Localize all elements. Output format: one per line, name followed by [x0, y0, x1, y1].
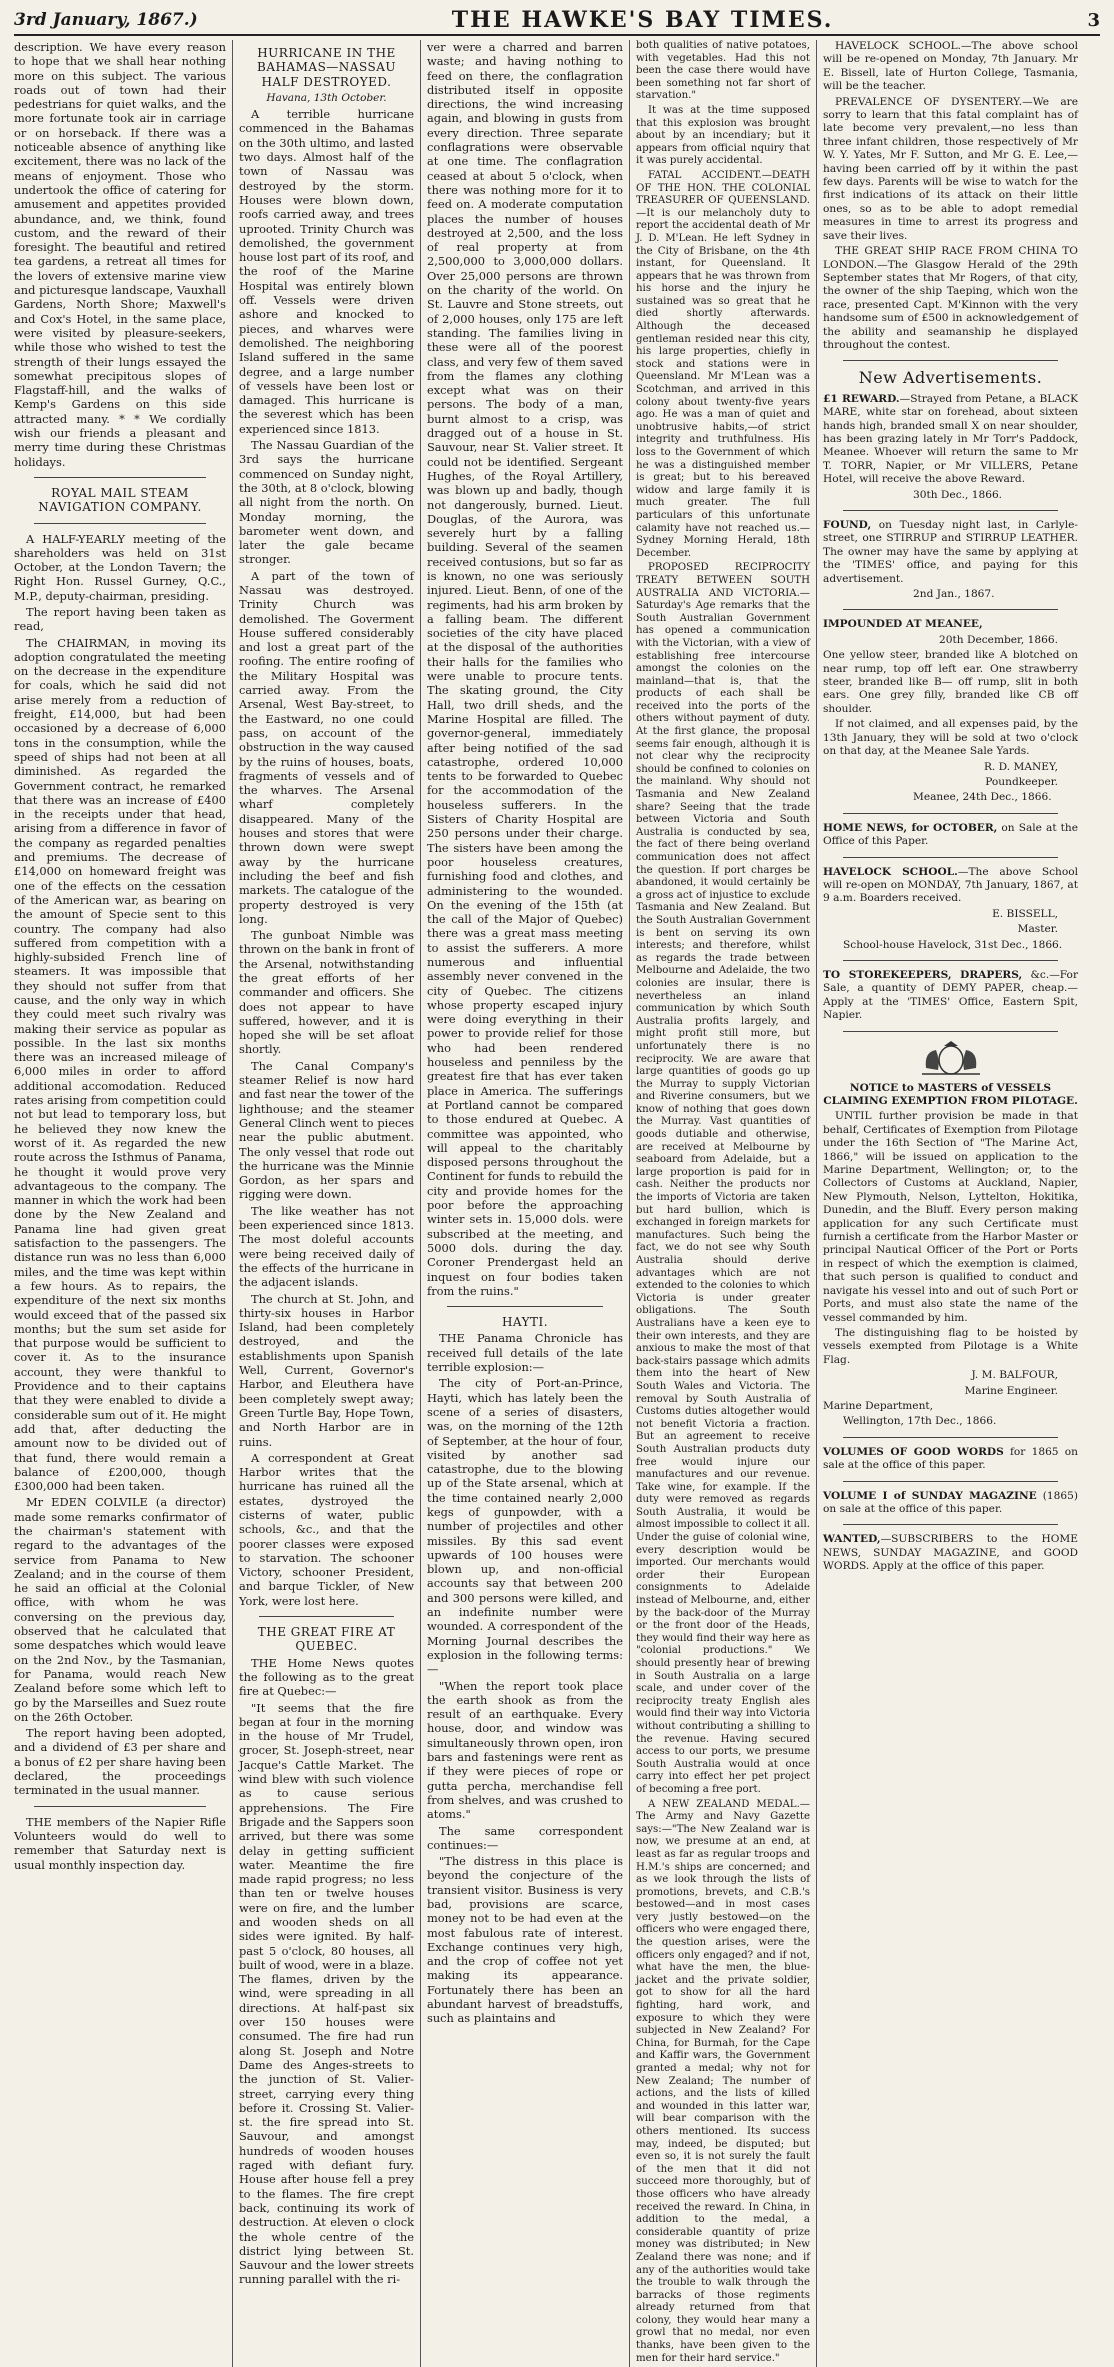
ad-body: —Strayed from Petane, a BLACK MARE, white star on forehead, about sixteen hands high, branded small X on near shoulder, has been grazing lately in Mr Torr's Paddock, Meanee. Whoever will return the same to Mr T. TORR, Napier, or Mr VILLERS, Petane Hotel, will receive the above Reward. — [823, 392, 1078, 486]
divider — [843, 360, 1058, 361]
article-paragraph: ver were a charred and barren waste; and having nothing to feed on there, the conflagration distributed itself in opposite directions, the wind increasing again, and blowing in gusts from every direction. Three separate conflagrations were observable at one time. The conflagration ceased at about 5 o'clock, when there was nothing more for it to feed on. A moderate computation places the number of houses destroyed at 2,500, and the loss of real property at from 2,500,000 to 3,000,000 dollars. Over 25,000 persons are thrown on the charity of the world. On St. Lauvre and Stone streets, out of 2,000 houses, only 175 are left standing. The families living in these were all of the poorest class, and very few of them saved from the flames any clothing except what was on their persons. The body of a man, burnt almost to a crisp, was dragged out of a house in St. Sauvour, near St. Valier street. It could not be identified. Sergeant Hughes, of the Royal Artillery, was blown up and badly, though not dangerously, burned. Lieut. Douglas, of the Aurora, was severely hurt by a falling building. Several of the seamen received contusions, but so far as is known, no one was seriously injured. Lieut. Benn, of one of the regiments, had his arm broken by a falling beam. The different societies of the city have placed at the disposal of the authorities their halls for the families who were unable to procure tents. The skating ground, the City Hall, two drill sheds, and the Marine Hospital are filled. The governor-general, immediately after being notified of the sad catastrophe, ordered 10,000 tents to be forwarded to Quebec for the accommodation of the houseless sufferers. In the Sisters of Charity Hospital are 250 persons under their charge. The sisters have been among the poor houseless creatures, furnishing food and clothes, and administering to the wounded. On the evening of the 15th (at the call of the Major of Quebec) there was a great mass meeting to assist the sufferers. A more numerous and influential assembly never convened in the city of Quebec. The citizens whose property escaped injury were doing everything in their power to provide relief for those who had been rendered houseless and penniless by the greatest fire that has ever taken place in America. The sufferings at Portland cannot be compared to those endured at Quebec. A committee was appointed, who will appeal to the charitably disposed persons throughout the Continent for funds to rebuild the city and provide homes for the poor before the approaching winter sets in. 15,000 dols. were subscribed at the meeting, and 5000 dols. during the day. Coroner Prendergast held an inquest on four bodies taken from the ruins." — [427, 40, 623, 1298]
advertisement-impounded — [823, 618, 1078, 804]
ad-lead: HAVELOCK SCHOOL. — [823, 865, 958, 878]
article-paragraph: FATAL ACCIDENT.—DEATH OF THE HON. THE COLONIAL TREASURER OF QUEENSLAND.—It is our melancholy duty to report the accidental death of Mr J. D. M'Lean. He left Sydney in the City of Brisbane, on the 4th instant, for Queensland. It appears that he was thrown from his horse and the injury he sustained was so great that he died shortly afterwards. Although the deceased gentleman resided near this city, his large properties, chiefly in stock and stations were in Queensland. Mr M'Lean was a Scotchman, and arrived in this colony about twenty-five years ago. He was a man of quiet and unobtrusive habits,—of strict integrity and truthfulness. His loss to the Government of which he was a distinguished member is great; but to his bereaved widow and large family it is much greater. The full particulars of this unfortunate calamity have not reached us.—Sydney Morning Herald, 18th December. — [636, 169, 810, 559]
ad-lead: VOLUME I of SUNDAY MAGAZINE — [823, 1489, 1037, 1502]
article-paragraph: A part of the town of Nassau was destroyed. Trinity Church was demolished. The Goverment House suffered considerably and lost a great part of the roofing. The entire roofing of the Military Hospital was carried away. From the Arsenal, West Bay-street, to the Eastward, no one could pass, on account of the obstruction in the way caused by the ruins of houses, boats, fragments of vessels and of the wharves. The Arsenal wharf completely disappeared. Many of the houses and stores that were thrown down were swept away by the hurricane including the beef and fish markets. The catalogue of the property destroyed is very long. — [239, 568, 414, 926]
article-paragraph: It was at the time supposed that this explosion was brought about by an incendiary; but it appears from official nquiry that it was purely accidental. — [636, 104, 810, 167]
divider — [843, 609, 1058, 610]
article-heading: ROYAL MAIL STEAM NAVIGATION COMPANY. — [38, 485, 202, 515]
advertisement-wanted — [823, 1533, 1078, 1573]
article-paragraph: The gunboat Nimble was thrown on the bank in front of the Arsenal, notwithstanding the great efforts of her commander and officers. She does not appear to have suffered, however, and it is hoped she will be set afloat shortly. — [239, 928, 414, 1057]
ad-body: on Tuesday night last, in Carlyle-street, one STIRRUP and STIRRUP LEATHER. The owner may have the same by applying at the 'TIMES' office, and paying for this advertisement. — [823, 519, 1078, 585]
article-paragraph: "The distress in this place is beyond the conjecture of the transient visitor. Business is very bad, provisions are scarce, money not to be had even at the most fabulous rate of interest. Exchange continues very high, and the crop of coffee not yet making its appearance. Fortunately there has been an abundant harvest of breadstuffs, such as plaintains and — [427, 1854, 623, 2026]
article-paragraph: The city of Port-an-Prince, Hayti, which has lately been the scene of a series of disasters, was, on the morning of the 12th of September, at the hour of four, visited by another sad catastrophe, due to the blowing up of the State arsenal, which at the time contained nearly 2,000 kegs of gunpowder, with a number of projectiles and other missiles. By this sad event upwards of 100 houses were blown up, and non-official accounts say that between 200 and 300 persons were killed, and an indefinite number were wounded. A correspondent of the Morning Journal describes the explosion in the following terms:— — [427, 1376, 623, 1677]
ad-lead: VOLUMES OF GOOD WORDS — [823, 1445, 1004, 1458]
ad-body: on Sale at the Office of this Paper. — [823, 821, 1078, 848]
ad-lead: WANTED, — [823, 1533, 881, 1546]
ad-body: for 1865 on sale at the office of this paper. — [823, 1445, 1078, 1472]
ad-date: 2nd Jan., 1867. — [913, 588, 995, 601]
advertisement-reward — [823, 393, 1078, 502]
article-paragraph: "It seems that the fire began at four in the morning in the house of Mr Trudel, grocer, St. Joseph-street, near Jacque's Cattle Market. The wind blew with such violence as to cause serious apprehensions. The Fire Brigade and the Sappers soon arrived, but there was some delay in getting sufficient water. Meantime the fire made rapid progress; no less than ten or twelve houses were on fire, and the lumber and wooden sheds on all sides were ignited. By half-past 5 o'clock, 80 houses, all built of wood, were in a blaze. The flames, driven by the wind, were spreading in all directions. At half-past six over 150 houses were consumed. The fire had run along St. Joseph and Notre Dame des Anges-streets to the junction of St. Valier-street, carrying every thing before it. Crossing St. Valier-st. the fire spread into St. Sauvour, and amongst hundreds of wooden houses raged with defiant fury. House after house fell a prey to the flames. The fire crept back, continuing its work of destruction. At eleven o clock the whole centre of the district lying between St. Sauvour and the lower streets running parallel with the ri- — [239, 1700, 414, 2287]
column-2 — [232, 40, 420, 2367]
dateline: Havana, 13th October. — [266, 91, 387, 104]
section-heading: New Advertisements. — [858, 368, 1043, 388]
divider — [259, 1616, 394, 1617]
article-heading: THE GREAT FIRE AT QUEBEC. — [257, 1625, 396, 1654]
advertisement-havelock-school — [823, 866, 1078, 952]
divider — [34, 523, 206, 524]
columns — [14, 40, 1100, 2364]
ad-signature: J. M. BALFOUR, — [971, 1369, 1058, 1382]
ad-role: Marine Engineer. — [964, 1384, 1058, 1397]
divider — [843, 1524, 1058, 1525]
divider — [843, 1031, 1058, 1032]
newspaper-title: THE HAWKE'S BAY TIMES. — [451, 7, 834, 33]
article-paragraph: A HALF-YEARLY meeting of the shareholders was held on 31st October, at the London Tavern; the Right Hon. Russel Gurney, Q.C., M.P., deputy-chairman, presiding. — [14, 531, 226, 603]
ad-date: Wellington, 17th Dec., 1866. — [843, 1415, 997, 1428]
article-paragraph: A terrible hurricane commenced in the Bahamas on the 30th ultimo, and lasted two days. Almost half of the town of Nassau was destroyed by the storm. Houses were blown down, roofs carried away, and trees uprooted. Trinity Church was demolished, the government house lost part of its roof, and the roof of the Marine Hospital was entirely blown off. Vessels were driven ashore and knocked to pieces, and wharves were demolished. The neighboring Island suffered in the same degree, and a large number of vessels have been lost or damaged. This hurricane is the severest which has been experienced since 1813. — [239, 107, 414, 436]
ad-body: &c.—For Sale, a quantity of DEMY PAPER, cheap.—Apply at the 'TIMES' Office, Eastern Spit, Napier. — [823, 968, 1079, 1022]
ad-body: The distinguishing flag to be hoisted by vessels exempted from Pilotage is a White Flag. — [823, 1326, 1078, 1366]
article-paragraph: "When the report took place the earth shook as from the result of an earthquake. Every house, door, and window was simultaneously thrown open, iron bars and fastenings were rent as if they were pieces of rope or gutta percha, merchandise fell from shelves, and was crushed to atoms." — [427, 1678, 623, 1822]
article-paragraph: A correspondent at Great Harbor writes that the hurricane has ruined all the estates, dystroyed the cisterns of water, public schools, &c., and that the poorer classes were exposed to starvation. The schooner Victory, schooner President, and barque Tickler, of New York, were lost here. — [239, 1450, 414, 1608]
article-paragraph: The Nassau Guardian of the 3rd says the hurricane commenced on Sunday night, the 30th, at 8 o'clock, blowing all night from the north. On Monday morning, the barometer went down, and later the gale became stronger. — [239, 438, 414, 567]
advertisement-home-news — [823, 822, 1078, 849]
ad-body: One yellow steer, branded like A blotched on near rump, top off left ear. One strawberry steer, branded like B— off rump, slit in both ears. One grey filly, branded like CB off shoulder. — [823, 649, 1078, 715]
issue-date: 3rd January, 1867.) — [14, 10, 198, 30]
article-paragraph: THE Panama Chronicle has received full details of the late terrible explosion:— — [427, 1331, 623, 1375]
ad-body: If not claimed, and all expenses paid, by the 13th January, they will be sold at two o'clock on that day, at the Meanee Sale Yards. — [823, 718, 1078, 758]
advertisement-good-words — [823, 1446, 1078, 1473]
ad-body: —The above School will re-open on MONDAY, 7th January, 1867, at 9 a.m. Boarders received. — [823, 865, 1078, 905]
advertisement-found — [823, 519, 1078, 601]
article-paragraph: The report having been taken as read, — [14, 604, 226, 634]
divider — [843, 1481, 1058, 1482]
article-paragraph: description. We have every reason to hope that we shall hear nothing more on this subject. The various roads out of town had their pedestrians for quiet walks, and the more fortunate took air in carriage or on horseback. If there was a noticeable absence of anything like excitement, there was no lack of the means of enjoyment. Those who undertook the office of catering for amusement and appetites provided abundance, and, we think, found custom, and the reward of their foresight. The beautiful and retired tea gardens, a retreat all times for the lovers of extensive marine view and picturesque landscape, Vauxhall Gardens, North Shore; Maxwell's and Cox's Hotel, in the same place, were visited by pleasure-seekers, while those who wished to test the strength of their lungs essayed the somewhat precipitous slopes of Flagstaff-hill, and the walks of Kemp's Gardens on this side attracted many. * * We cordially wish our friends a pleasant and merry time during these Christmas holidays. — [14, 40, 226, 469]
article-heading: HAYTI. — [501, 1315, 549, 1330]
ad-date: Meanee, 24th Dec., 1866. — [913, 791, 1052, 804]
divider — [843, 960, 1058, 961]
ad-department: Marine Department, — [823, 1399, 934, 1412]
article-paragraph: The church at St. John, and thirty-six houses in Harbor Island, had been completely destroyed, and the establishments upon Spanish Well, Current, Governor's Harbor, and Eleuthera have been completely swept away; Green Turtle Bay, Hope Town, and North Harbor are in ruins. — [239, 1291, 414, 1449]
divider — [34, 477, 206, 478]
divider — [447, 1306, 603, 1307]
column-5 — [816, 40, 1084, 2367]
article-paragraph: PROPOSED RECIPROCITY TREATY BETWEEN SOUTH AUSTRALIA AND VICTORIA.—Saturday's Age remarks that the South Australian Government has opened a communication with the Victorian, with a view of establishing free intercourse amongst the colonies on the mainland—that is, that the products of each shall be received into the ports of the others without payment of duty. At the first glance, the proposal seems fair enough, although it is not clear why the reciprocity should be confined to colonies on the mainland. Why should not Tasmania and New Zealand share? Seeing that the trade between Victoria and South Australia is conducted by sea, the fact of there being overland communication does not affect the question. If port charges be abandoned, it would certainly be a gross act of injustice to exclude Tasmania and New Zealand. But the South Australian Government is bent on serving its own interests; and therefore, whilst as regards the trade between Melbourne and Adelaide, the two colonies are insular, there is nevertheless an inland communication by which South Australia profits largely, and might profit still more, but unfortunately there is no reciprocity. We are aware that large quantities of goods go up the Murray to supply Victorian and Riverine consumers, but we know of nothing that goes down the Murray. Vast quantities of goods dutiable and otherwise, are received at Melbourne by seaboard from Adelaide, but a large proportion is paid for in cash. Neither the products nor the imports of Victoria are taken but hard bullion, which is exchanged in foreign markets for manufactures. Such being the fact, we do not see why South Australia should derive advantages which are not extended to the colonies to which Victoria is under greater obligations. The South Australians have a keen eye to their own interests, and they are anxious to make the most of that back-stairs passage which admits them into the heart of New South Wales and Victoria. The removal by South Australia of Customs duties altogether would not benefit Victoria a fraction. But an agreement to receive South Australian products duty free would injure our manufactures and our revenue. Take wine, for example. If the duty were removed as regards South Australia, it would be almost impossible to collect it all. Under the guise of colonial wine, every description would be imported. Our merchants would order their European consignments to Adelaide instead of Melbourne, and, either by the back-door of the Murray or the front door of the Heads, they would find their way here as "colonial productions." We should presently hear of brewing in South Australia on a large scale, and under cover of the reciprocity treaty English ales would find their way into Victoria without contributing a shilling to the revenue. Having secured access to our ports, we presume South Australia would at once carry into effect her pet project of becoming a free port. — [636, 562, 810, 1795]
article-paragraph: THE members of the Napier Rifle Volunteers would do well to remember that Saturday next is usual monthly inspection day. — [14, 1814, 226, 1872]
ad-body: (1865) on sale at the office of this paper. — [823, 1489, 1078, 1515]
ad-signature: E. BISSELL, — [992, 907, 1058, 920]
ad-role: Master. — [1017, 923, 1058, 936]
article-paragraph: The like weather has not been experienced since 1813. The most doleful accounts were being received daily of the effects of the hurricane in the adjacent islands. — [239, 1203, 414, 1290]
ad-lead: NOTICE to MASTERS of VESSELS CLAIMING EXEMPTION FROM PILOTAGE. — [823, 1081, 1078, 1107]
column-1 — [14, 40, 232, 2367]
news-item: HAVELOCK SCHOOL.—The above school will be re-opened on Monday, 7th January. Mr E. Bissell, late of Hurton College, Tasmania, will be the teacher. — [823, 40, 1078, 93]
royal-crest-icon — [823, 1040, 1078, 1076]
divider — [843, 510, 1058, 511]
article-paragraph: Mr EDEN COLVILE (a director) made some remarks confirmator of the chairman's statement with regard to the advantages of the service from Panama to New Zealand; and in the course of them he said an official at the Colonial office, with whom he was conversing on the previous day, observed that he calculated that some despatches which would leave on the 2nd Nov., by the Tasmanian, for Panama, would reach New Zealand before some which left to go by the Marseilles and Suez route on the 26th October. — [14, 1495, 226, 1724]
column-4 — [629, 40, 816, 2367]
ad-role: Poundkeeper. — [985, 775, 1058, 788]
article-paragraph: The CHAIRMAN, in moving its adoption congratulated the meeting on the decrease in the expenditure for coals, which he said did not arise merely from a reduction of freight, £14,000, but had been occasioned by a decrease of 6,000 tons in the consumption, while the speed of ships had not been at all diminished. As regarded the Government contract, he remarked that there was an increase of £400 in the receipts under that head, arising from a difference in favor of the company as regarded penalties and premiums. The decrease of £14,000 on homeward freight was one of the effects on the cessation of the American war, as bearing on the amount of Specie sent to this country. The company had also suffered from competition with a highly-subsided French line of steamers. It was impossible that they should not suffer from that cause, and the only way in which they could meet such rivalry was making their service as popular as possible. In the last six months there was an increased mileage of 6,000 miles in order to afford additional accomodation. Reduced rates arising from competition could not but lead to temporary loss, but he believed they now knew the worst of it. As regarded the new route across the Isthmus of Panama, he thought it would prove very advantageous to the company. The manner in which the work had been done by the New Zealand and Panama line had given great satisfaction to the passengers. The distance run was no less than 6,000 miles, and the time was kept within a few hours. As to repairs, the expenditure of the next six months would exceed that of the passed six months; but the sum set aside for that purpose would be sufficient to cover it. As to the insurance account, they were thankful to Providence and to their captains that they were enabled to divide a considerable sum out of it. He might add that, after deducting the amount now to be divided out of that fund, there would remain a balance of £200,000, though £300,000 had been taken. — [14, 635, 226, 1494]
news-item: PREVALENCE OF DYSENTERY.—We are sorry to learn that this fatal complaint has of late become very prevalent,—no less than three infant children, those respectively of Mr W. Y. Yates, Mr F. Sutton, and Mr G. E. Lee,—having been carried off by it within the past few days. Parents will be wise to watch for the first indications of its attack on their little ones, so as to be able to adopt remedial measures in time to arrest its progress and save their lives. — [823, 95, 1078, 242]
ad-date: School-house Havelock, 31st Dec., 1866. — [843, 938, 1063, 951]
column-3 — [420, 40, 629, 2367]
news-item: THE GREAT SHIP RACE FROM CHINA TO LONDON.—The Glasgow Herald of the 29th September states that Mr Rogers, of that city, the owner of the ship Taeping, which won the race, presented Capt. M'Kinnon with the very handsome sum of £500 in acknowledgement of the ability and seamanship he displayed throughout the contest. — [823, 245, 1078, 351]
ad-body: —SUBSCRIBERS to the HOME NEWS, SUNDAY MAGAZINE, and GOOD WORDS. Apply at the office of this paper. — [823, 1533, 1078, 1573]
advertisement-sunday-magazine — [823, 1490, 1078, 1517]
ad-date: 30th Dec., 1866. — [913, 488, 1003, 501]
advertisement-storekeepers — [823, 969, 1078, 1023]
article-paragraph: A NEW ZEALAND MEDAL.—The Army and Navy Gazette says:—"The New Zealand war is now, we presume at an end, at least as far as regular troops and H.M.'s ships are concerned; and as we look through the lists of promotions, brevets, and C.B.'s bestowed—and in most cases very justly bestowed—on the officers who were engaged there, the question arises, were the officers only engaged? and if not, what have the men, the blue-jacket and the private soldier, got to show for all the hard fighting, hard work, and exposure to which they were subjected in New Zealand? For China, for Burmah, for the Cape and Kaffir wars, the Government granted a medal; why not for New Zealand; The number of actions, and the lists of killed and wounded in this latter war, will bear comparison with the others mentioned. Its success may, indeed, be disputed; but even so, it is not surely the fault of the men that it did not succeed more thoroughly, but of those officers who have already received the reward. In China, in addition to the medal, a considerable quantity of prize money was distributed; in New Zealand there was none; and if any of the authorities would take the trouble to walk through the barracks of those regiments already returned from that colony, they would hear many a growl that no medal, nor even thanks, have been given to the men for their hard service." — [636, 1798, 810, 2364]
article-paragraph: The same correspondent continues:— — [427, 1823, 623, 1852]
article-heading: HURRICANE IN THE BAHAMAS—NASSAU HALF DESTROYED. — [257, 46, 396, 89]
ad-lead: FOUND, — [823, 519, 872, 531]
ad-signature: R. D. MANEY, — [983, 760, 1058, 773]
ad-lead: £1 REWARD. — [823, 392, 900, 405]
divider — [843, 813, 1058, 814]
ad-body: UNTIL further provision be made in that behalf, Certificates of Exemption from Pilotage under the 16th Section of "The Marine Act, 1866," will be issued on application to the Marine Department, Wellington; or, to the Collectors of Customs at Auckland, Napier, New Plymouth, Nelson, Lyttelton, Hokitika, Dunedin, and the Bluff. Every person making application for any such Certificate must furnish a certificate from the Harbor Master or principal Nautical Officer of the Port or Ports in respect of which the exemption is claimed, that such person is qualified to conduct and navigate his vessel into and out of such Port or Ports, and must also state the name of the vessel commanded by him. — [823, 1110, 1078, 1324]
divider — [34, 1806, 206, 1807]
ad-lead: IMPOUNDED AT MEANEE, — [823, 618, 983, 631]
article-paragraph: both qualities of native potatoes, with vegetables. Had this not been the case there would have been something not far short of starvation." — [636, 40, 810, 102]
divider — [843, 857, 1058, 858]
advertisement-pilotage-notice — [823, 1082, 1078, 1429]
article-paragraph: The Canal Company's steamer Relief is now hard and fast near the tower of the lighthouse; and the steamer General Clinch went to pieces near the public abutment. The only vessel that rode out the hurricane was the Minnie Gordon, as her spars and rigging were down. — [239, 1058, 414, 1202]
ad-lead: HOME NEWS, for OCTOBER, — [823, 821, 998, 834]
page-number: 3 — [1087, 9, 1100, 31]
article-paragraph: THE Home News quotes the following as to the great fire at Quebec:— — [239, 1655, 414, 1699]
ad-date-line: 20th December, 1866. — [939, 633, 1058, 646]
article-paragraph: The report having been adopted, and a dividend of £3 per share and a bonus of £2 per share having been declared, the proceedings terminated in the usual manner. — [14, 1726, 226, 1798]
masthead — [14, 6, 1100, 36]
ad-lead: TO STOREKEEPERS, DRAPERS, — [823, 968, 1023, 981]
divider — [843, 1437, 1058, 1438]
